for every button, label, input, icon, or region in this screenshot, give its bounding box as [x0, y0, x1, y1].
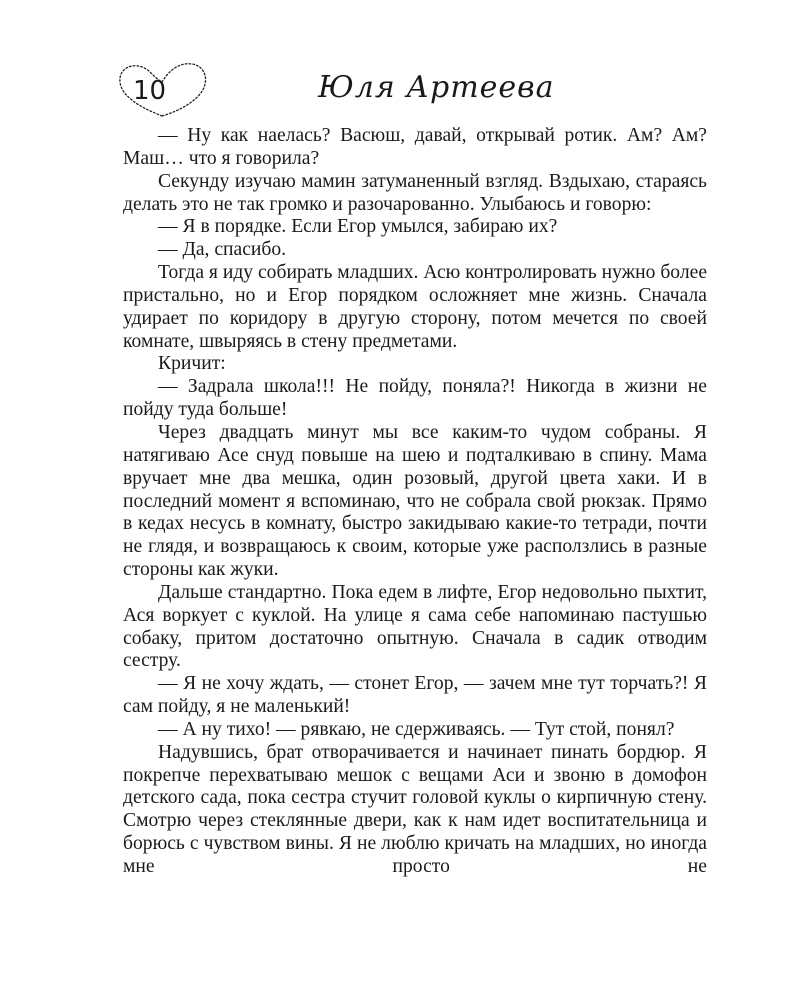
- paragraph: — Я в порядке. Если Егор умылся, забираю их?: [158, 216, 558, 238]
- paragraph: Тогда я иду собирать младших. Асю контролировать нужно более пристально, но и Егор порядком осложняет мне жизнь. Сначала удирает по коридору в другую сторону, потом мечется по своей комнате, швыряясь в стену предметами.: [123, 262, 708, 352]
- paragraph: Через двадцать минут мы все каким-то чудом собраны. Я натягиваю Асе снуд повыше на шею и подталкиваю в спину. Мама вручает мне два мешка, один розовый, другой цвета хаки. И в последний момент я вспоминаю, что не собрала свой рюкзак. Прямо в кедах несусь в комнату, быстро закидываю какие-то тетради, почти не глядя, и возвращаюсь к своим, которые уже расползлись в разные стороны как жуки.: [123, 421, 707, 581]
- paragraph: Кричит:: [158, 353, 226, 375]
- paragraph: Надувшись, брат отворачивается и начинает пинать бордюр. Я покрепче перехватываю мешок с вещами Аси и звоню в домофон детского сада, пока сестра стучит головой куклы о кирпичную стену. Смотрю через стеклянные двери, как к нам идет воспитательница и борюсь с чувством вины. Я не люблю кричать на младших, но иногда мне просто не: [123, 741, 707, 877]
- paragraph: Секунду изучаю мамин затуманенный взгляд. Вздыхаю, стараясь делать это не так громко и разочарованно. Улыбаюсь и говорю:: [123, 170, 707, 215]
- page-body: [123, 125, 707, 879]
- paragraph: — Я не хочу ждать, — стонет Егор, — зачем мне тут торчать?! Я сам пойду, я не маленький!: [123, 673, 707, 718]
- paragraph: — Ну как наелась? Васюш, давай, открывай ротик. Ам? Ам? Маш… что я говорила?: [123, 125, 707, 169]
- paragraph: — А ну тихо! — рявкаю, не сдерживаясь. — Тут стой, понял?: [158, 718, 675, 740]
- page-number: 10: [133, 76, 167, 106]
- paragraph: — Да, спасибо.: [158, 239, 287, 261]
- paragraph: Дальше стандартно. Пока едем в лифте, Егор недовольно пыхтит, Ася воркует с куклой. На улице я сама себе напоминаю пастушью собаку, притом достаточно опытную. Сначала в садик отводим сестру.: [123, 581, 707, 672]
- running-title: Юля Артеева: [318, 70, 555, 105]
- page-header: [0, 0, 800, 125]
- paragraph: — Задрала школа!!! Не пойду, поняла?! Никогда в жизни не пойду туда больше!: [123, 376, 707, 421]
